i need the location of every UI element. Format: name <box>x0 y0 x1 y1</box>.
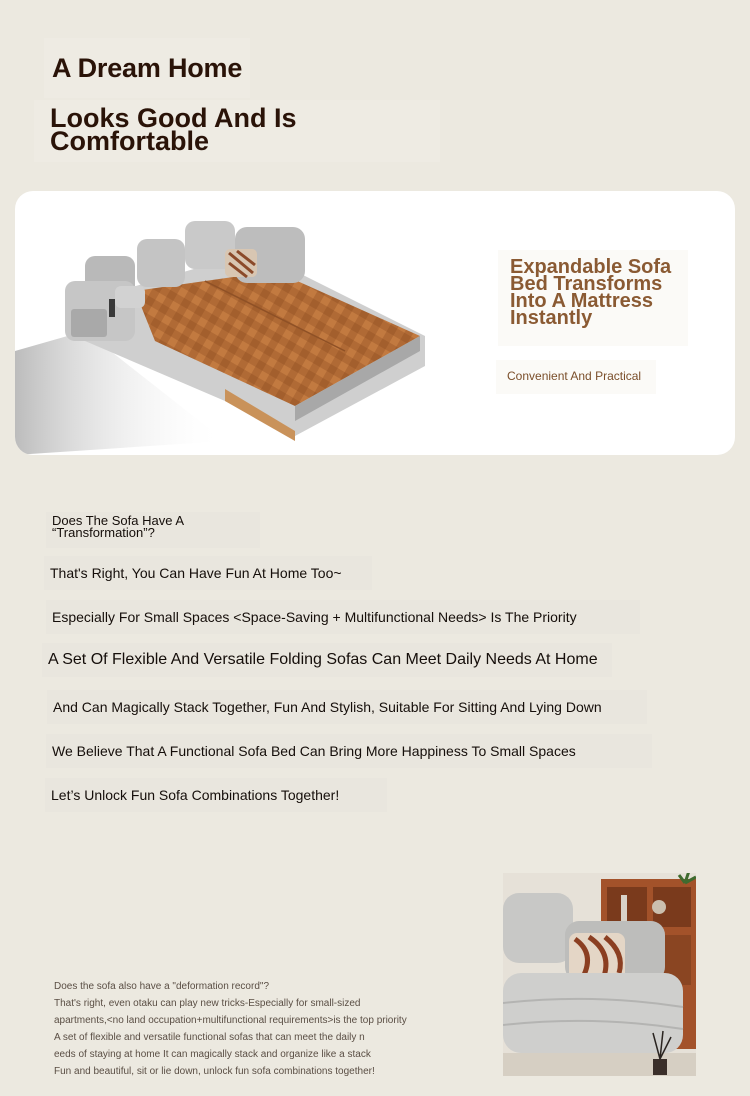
question-text: Does The Sofa Have A “Transformation”? <box>52 513 184 540</box>
caption-line-2: That's right, even otaku can play new tricks-Especially for small-sized <box>54 998 361 1009</box>
caption-line-6: Fun and beautiful, sit or lie down, unlock fun sofa combinations together! <box>54 1066 375 1077</box>
sofa-room-photo <box>503 873 696 1076</box>
copy-strip-3 <box>42 643 612 677</box>
copy-strip-1 <box>44 556 372 590</box>
headline-line-2: Looks Good And Is Comfortable <box>50 103 297 156</box>
caption-block <box>54 978 474 1080</box>
caption-line-3: apartments,<no land occupation+multifunctional requirements>is the top priority <box>54 1015 407 1026</box>
feature-subtitle-box <box>496 360 656 394</box>
copy-strip-2 <box>46 600 640 634</box>
caption-line-5: eeds of staying at home It can magically stack and organize like a stack <box>54 1049 371 1060</box>
caption-line-1: Does the sofa also have a "deformation record"? <box>54 981 269 992</box>
copy-strip-6 <box>45 778 387 812</box>
headline-block-1 <box>44 38 250 98</box>
copy-line-5: We Believe That A Functional Sofa Bed Can Bring More Happiness To Small Spaces <box>52 743 576 759</box>
copy-line-2: Especially For Small Spaces <Space-Saving + Multifunctional Needs> Is The Priority <box>52 609 577 625</box>
copy-line-1: That's Right, You Can Have Fun At Home Too~ <box>50 565 342 581</box>
copy-line-3: A Set Of Flexible And Versatile Folding Sofas Can Meet Daily Needs At Home <box>48 651 598 668</box>
feature-subtitle: Convenient And Practical <box>507 369 642 383</box>
sofa-room-illustration <box>503 873 696 1076</box>
headline-block-2 <box>34 100 440 162</box>
feature-title: Expandable Sofa Bed Transforms Into A Mattress Instantly <box>510 256 672 329</box>
caption-line-4: A set of flexible and versatile functional sofas that can meet the daily n <box>54 1032 365 1043</box>
copy-strip-4 <box>47 690 647 724</box>
copy-line-4: And Can Magically Stack Together, Fun And Stylish, Suitable For Sitting And Lying Down <box>53 699 602 715</box>
copy-line-6: Let’s Unlock Fun Sofa Combinations Together! <box>51 787 340 803</box>
headline-line-1: A Dream Home <box>52 53 243 83</box>
feature-title-box <box>498 250 688 346</box>
copy-strip-5 <box>46 734 652 768</box>
question-strip <box>46 512 260 548</box>
